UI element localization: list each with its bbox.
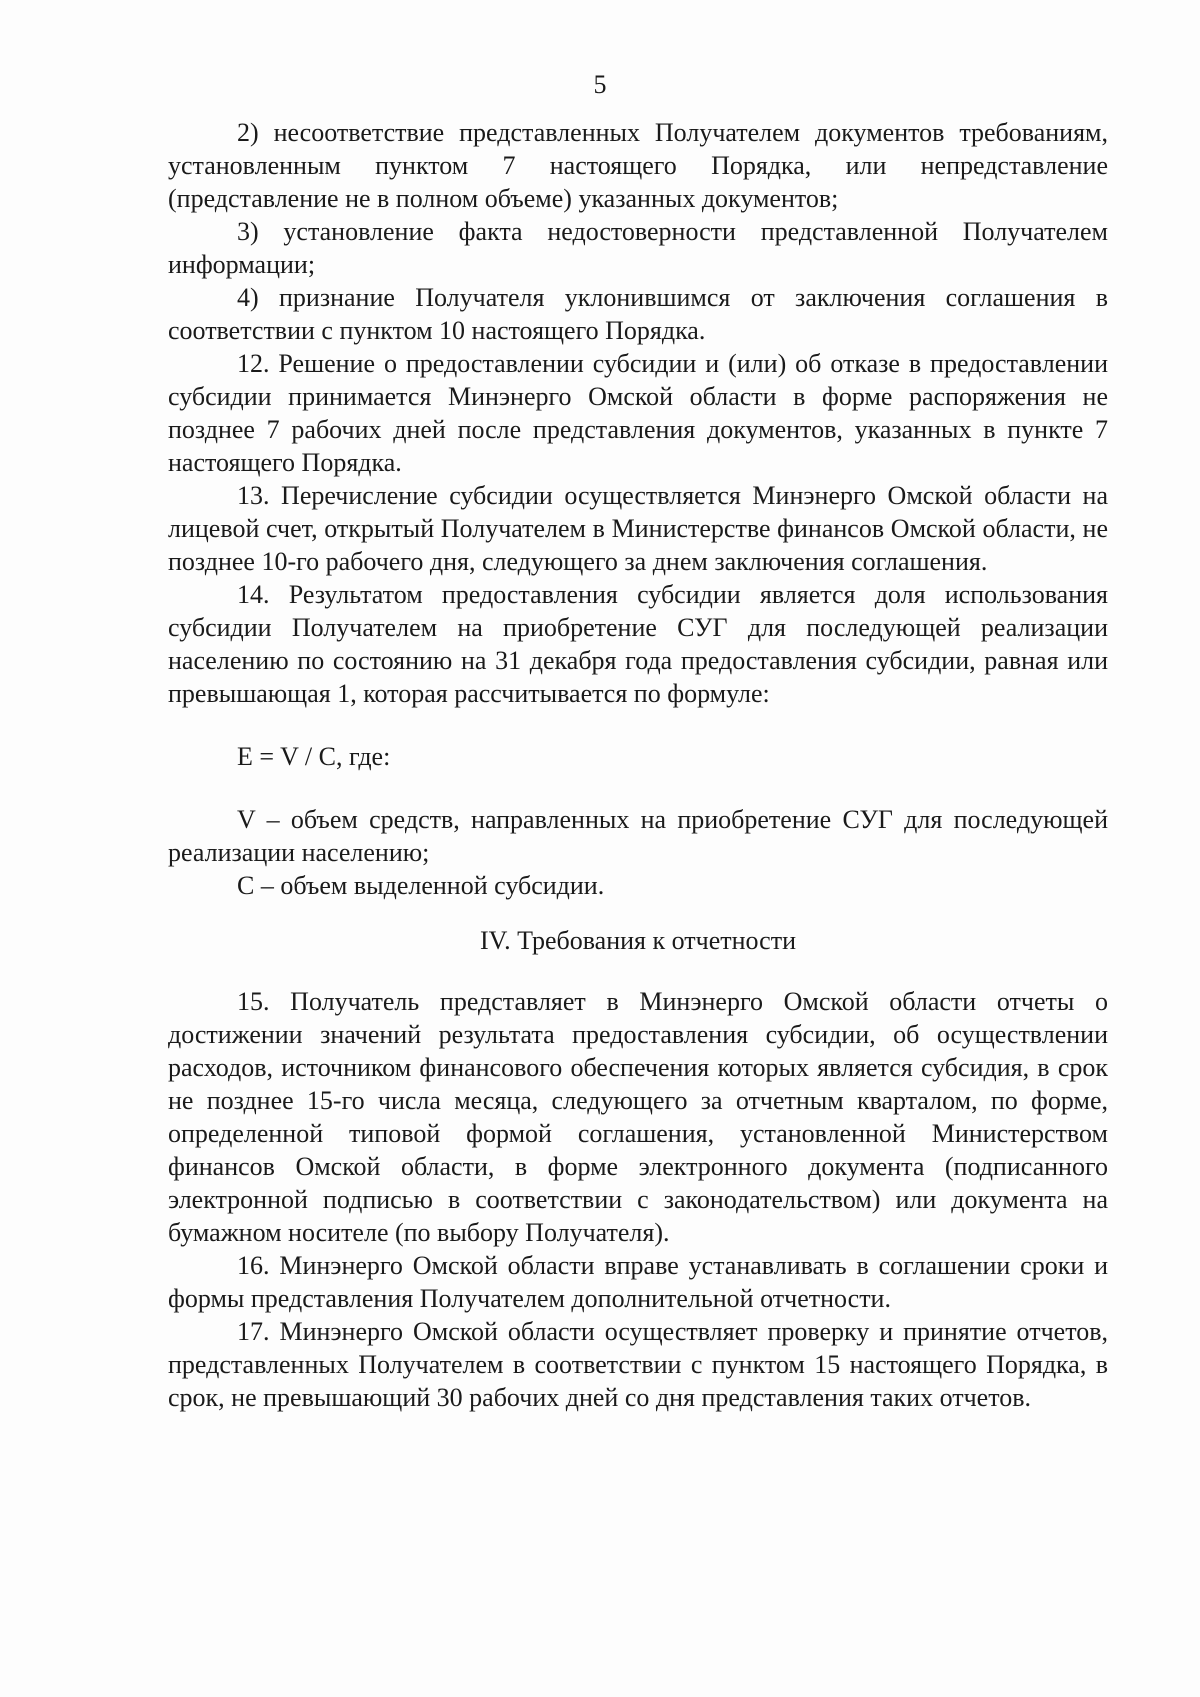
formula: E = V / C, где: bbox=[237, 742, 391, 771]
section-heading: IV. Требования к отчетности bbox=[479, 926, 796, 955]
paragraph-12: 12. Решение о предоставлении субсидии и (или) об отказе в предоставлении субсидии принимается Минэнерго Омской области в форме распоряжения не позднее 7 рабочих дней после представления документов, указанных в пункте 7 настоящего Порядка. bbox=[168, 349, 1108, 477]
paragraph-item-2: 2) несоответствие представленных Получателем документов требованиям, установленным пунктом 7 настоящего Порядка, или непредставление (представление не в полном объеме) указанных документов; bbox=[168, 118, 1108, 213]
paragraph-15: 15. Получатель представляет в Минэнерго Омской области отчеты о достижении значений результата предоставления субсидии, об осуществлении расходов, источником финансового обеспечения которых является субсидия, в срок не позднее 15-го числа месяца, следующего за отчетным кварталом, по форме, определенной типовой формой соглашения, установленной Министерством финансов Омской области, в форме электронного документа (подписанного электронной подписью в соответствии с законодательством) или документа на бумажном носителе (по выбору Получателя). bbox=[168, 987, 1108, 1247]
definition-v: V – объем средств, направленных на приобретение СУГ для последующей реализации населению; bbox=[168, 805, 1108, 867]
paragraph-item-4: 4) признание Получателя уклонившимся от заключения соглашения в соответствии с пунктом 10 настоящего Порядка. bbox=[168, 283, 1108, 345]
page-number: 5 bbox=[593, 70, 607, 99]
document-body bbox=[168, 116, 1108, 1414]
definition-c: C – объем выделенной субсидии. bbox=[237, 871, 605, 900]
paragraph-item-3: 3) установление факта недостоверности представленной Получателем информации; bbox=[168, 217, 1108, 279]
paragraph-13: 13. Перечисление субсидии осуществляется Минэнерго Омской области на лицевой счет, открытый Получателем в Министерстве финансов Омской области, не позднее 10-го рабочего дня, следующего за днем заключения соглашения. bbox=[168, 481, 1108, 576]
paragraph-14: 14. Результатом предоставления субсидии является доля использования субсидии Получателем на приобретение СУГ для последующей реализации населению по состоянию на 31 декабря года предоставления субсидии, равная или превышающая 1, которая рассчитывается по формуле: bbox=[168, 580, 1108, 708]
paragraph-17: 17. Минэнерго Омской области осуществляет проверку и принятие отчетов, представленных Получателем в соответствии с пунктом 15 настоящего Порядка, в срок, не превышающий 30 рабочих дней со дня представления таких отчетов. bbox=[168, 1317, 1108, 1412]
paragraph-16: 16. Минэнерго Омской области вправе устанавливать в соглашении сроки и формы представления Получателем дополнительной отчетности. bbox=[168, 1251, 1108, 1313]
